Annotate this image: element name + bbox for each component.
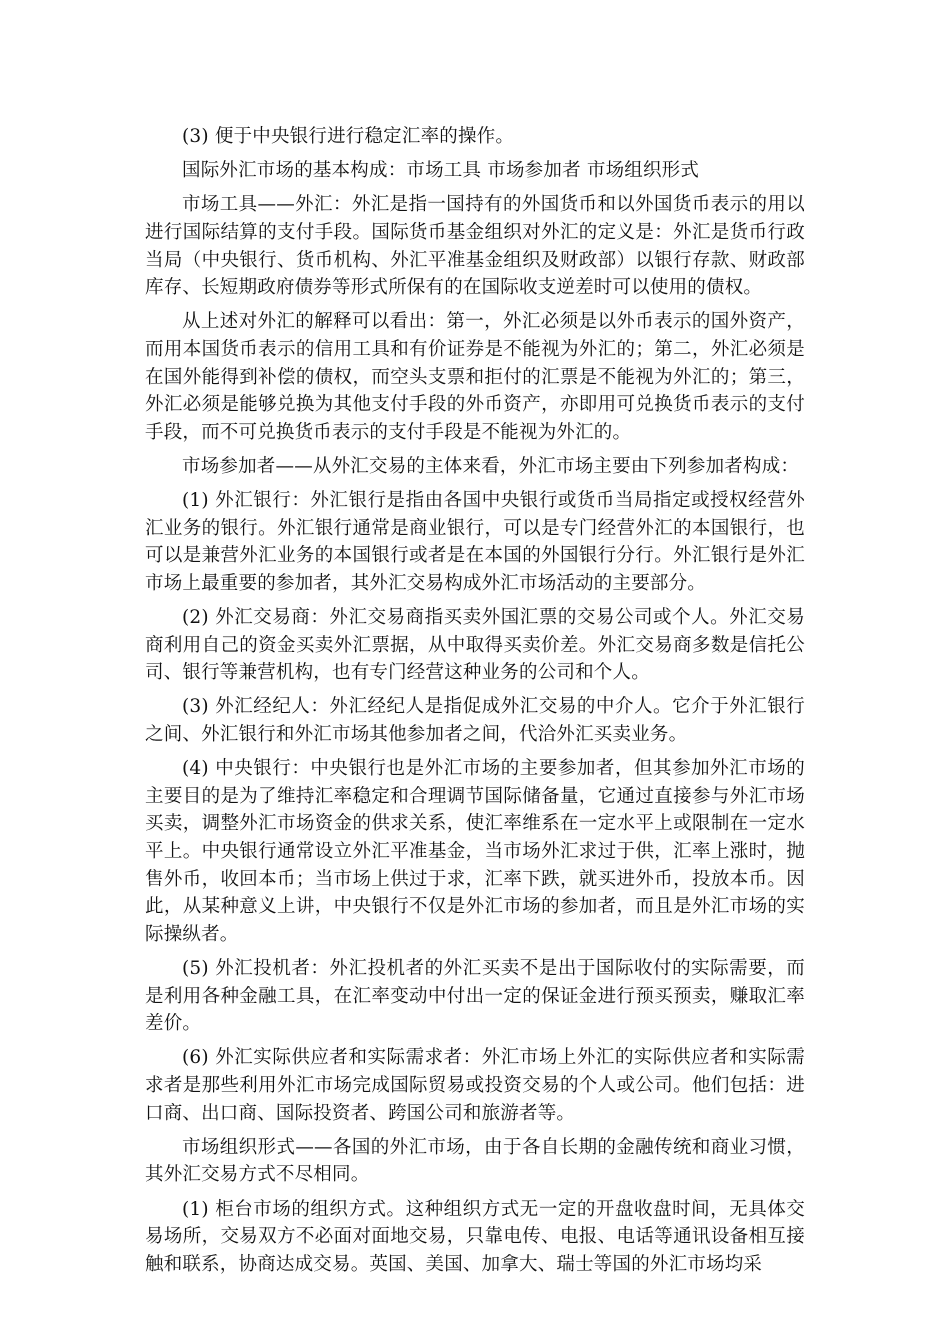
paragraph-market-organization: 市场组织形式——各国的外汇市场，由于各自长期的金融传统和商业习惯，其外汇交易方式不尽相同。 (145, 1136, 805, 1186)
paragraph-otc-market: (1) 柜台市场的组织方式。这种组织方式无一定的开盘收盘时间，无具体交易场所，交易双方不必面对面地交易，只靠电传、电报、电话等通讯设备相互接触和联系，协商达成交易。英国、美国、加拿大、瑞士等国的外汇市场均采 (145, 1198, 805, 1275)
paragraph-market-participants: 市场参加者——从外汇交易的主体来看，外汇市场主要由下列参加者构成： (182, 455, 800, 477)
paragraph-forex-brokers: (3) 外汇经纪人：外汇经纪人是指促成外汇交易的中介人。它介于外汇银行之间、外汇银行和外汇市场其他参加者之间，代洽外汇买卖业务。 (145, 696, 805, 746)
paragraph-forex-dealers: (2) 外汇交易商：外汇交易商指买卖外国汇票的交易公司或个人。外汇交易商利用自己的资金买卖外汇票据，从中取得买卖价差。外汇交易商多数是信托公司、银行等兼营机构，也有专门经营这种业务的公司和个人。 (145, 607, 805, 684)
paragraph-speculators: (5) 外汇投机者：外汇投机者的外汇买卖不是出于国际收付的实际需要，而是利用各种金融工具，在汇率变动中付出一定的保证金进行预买预卖，赚取汇率差价。 (145, 957, 805, 1035)
paragraph-market-tools-definition: 市场工具——外汇：外汇是指一国持有的外国货币和以外国货币表示的用以进行国际结算的支付手段。国际货币基金组织对外汇的定义是：外汇是货币行政当局（中央银行、货币机构、外汇平准基金组织及财政部）以银行存款、财政部库存、长短期政府债券等形式所保有的在国际收支逆差时可以使用的债权。 (145, 194, 805, 299)
paragraph-suppliers-demanders: (6) 外汇实际供应者和实际需求者：外汇市场上外汇的实际供应者和实际需求者是那些利用外汇市场完成国际贸易或投资交易的个人或公司。他们包括：进口商、出口商、国际投资者、跨国公司和旅游者等。 (145, 1047, 805, 1124)
paragraph-market-components: 国际外汇市场的基本构成：市场工具 市场参加者 市场组织形式 (182, 160, 700, 182)
paragraph-forex-explanation: 从上述对外汇的解释可以看出：第一，外汇必须是以外币表示的国外资产，而用本国货币表示的信用工具和有价证券是不能视为外汇的；第二，外汇必须是在国外能得到补偿的债权，而空头支票和拒付的汇票是不能视为外汇的；第三，外汇必须是能够兑换为其他支付手段的外币资产，亦即用可兑换货币表示的支付手段，而不可兑换货币表示的支付手段是不能视为外汇的。 (145, 311, 805, 443)
paragraph-forex-banks: (1) 外汇银行：外汇银行是指由各国中央银行或货币当局指定或授权经营外汇业务的银行。外汇银行通常是商业银行，可以是专门经营外汇的本国银行，也可以是兼营外汇业务的本国银行或者是在本国的外国银行分行。外汇银行是外汇市场上最重要的参加者，其外汇交易构成外汇市场活动的主要部分。 (145, 490, 805, 594)
paragraph-central-bank-stabilize: (3) 便于中央银行进行稳定汇率的操作。 (182, 126, 515, 147)
paragraph-central-bank: (4) 中央银行：中央银行也是外汇市场的主要参加者，但其参加外汇市场的主要目的是为了维持汇率稳定和合理调节国际储备量，它通过直接参与外汇市场买卖，调整外汇市场资金的供求关系，使汇率维系在一定水平上或限制在一定水平上。中央银行通常设立外汇平准基金，当市场外汇求过于供，汇率上涨时，抛售外币，收回本币；当市场上供过于求，汇率下跌，就买进外币，投放本币。因此，从某种意义上讲，中央银行不仅是外汇市场的参加者，而且是外汇市场的实际操纵者。 (145, 758, 805, 945)
document-body (145, 123, 805, 1285)
